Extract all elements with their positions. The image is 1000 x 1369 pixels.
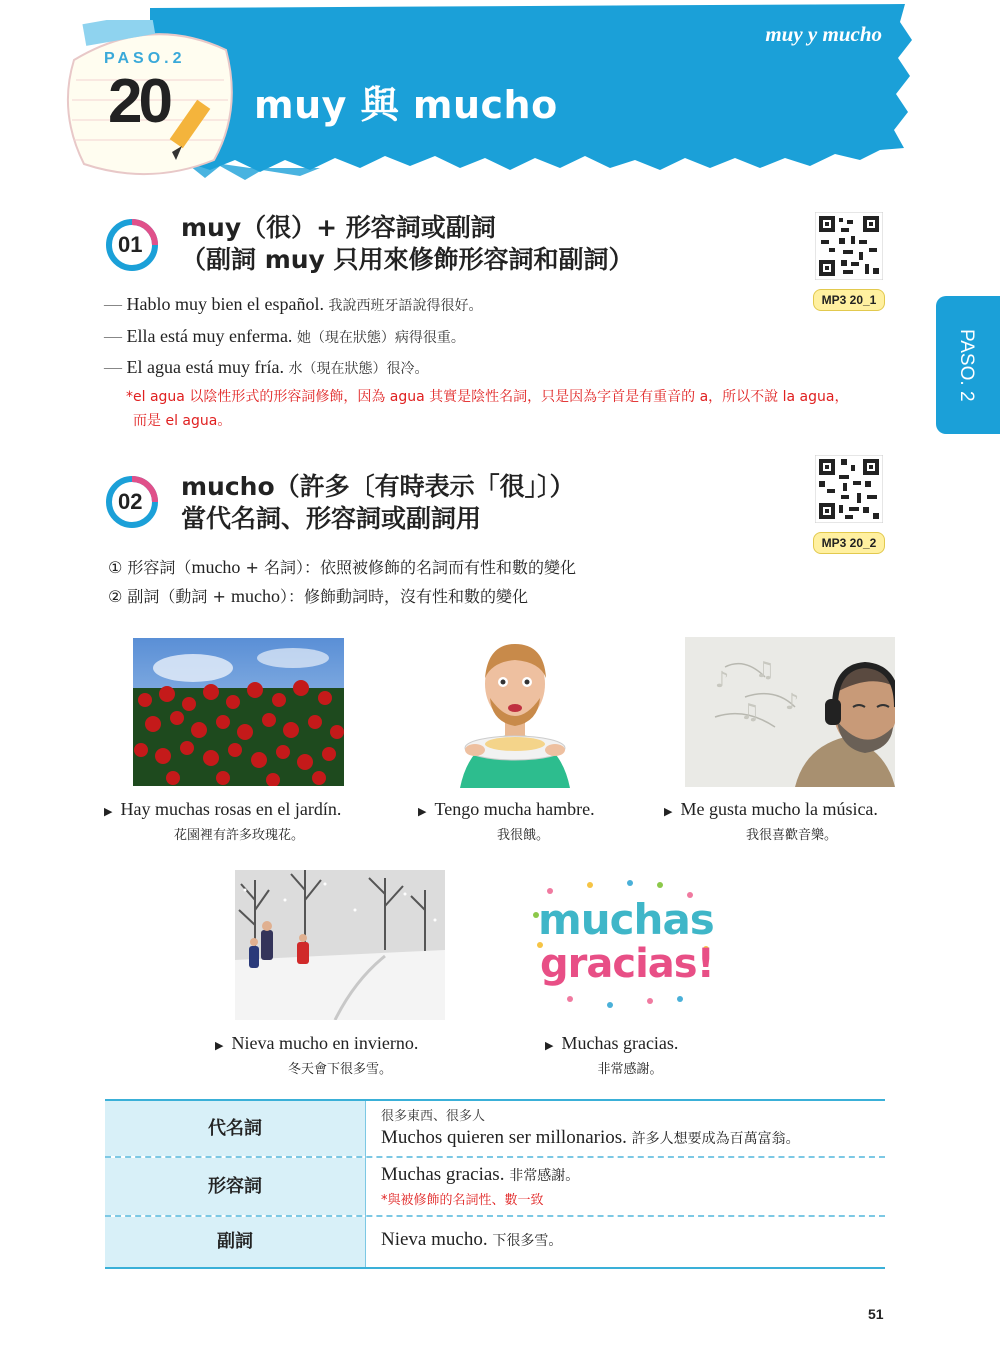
section-subtitle: 當代名詞、形容詞或副詞用 <box>181 504 482 533</box>
photo-caption-translation: 非常感謝。 <box>597 1062 663 1077</box>
photo-caption: ▶ Nieva mucho en invierno. <box>215 1033 419 1053</box>
photo-caption-translation: 花園裡有許多玫瑰花。 <box>173 828 304 843</box>
example-sentence: — Hablo muy bien el español. 我說西班牙語說得很好。 <box>104 294 483 314</box>
roses-photo <box>133 638 344 786</box>
header-kicker: muy y mucho <box>765 22 882 46</box>
svg-text:♪: ♪ <box>715 668 730 693</box>
grammar-note: *el agua 以陰性形式的形容詞修飾，因為 agua 其實是陰性名詞，只是因為字首是有重音的 a，所以不說 la agua， <box>126 389 849 405</box>
page-number: 51 <box>868 1306 884 1322</box>
table-row-header: 副詞 <box>105 1217 365 1267</box>
usage-table <box>105 1099 885 1269</box>
photo-caption: ▶ Me gusta mucho la música. <box>664 799 878 819</box>
row-example: Nieva mucho. 下很多雪。 <box>381 1229 563 1250</box>
usage-rule: ① 形容詞（mucho + 名詞）：依照被修飾的名詞而有性和數的變化 <box>108 557 577 577</box>
usage-rule: ② 副詞（動詞 + mucho）：修飾動詞時，沒有性和數的變化 <box>108 586 529 606</box>
photo-caption-translation: 我很餓。 <box>496 828 549 843</box>
example-sentence: — El agua está muy fría. 水（現在狀態）很冷。 <box>104 357 429 377</box>
section-number: 02 <box>118 489 143 514</box>
photo-caption-translation: 冬天會下很多雪。 <box>287 1062 392 1077</box>
section-number: 01 <box>118 232 143 257</box>
table-row <box>105 1158 885 1215</box>
music-listener-photo <box>685 637 895 787</box>
example-sentence: — Ella está muy enferma. 她（現在狀態）病得很重。 <box>104 326 465 346</box>
svg-text:♫: ♫ <box>740 700 760 725</box>
snowy-street-photo <box>235 870 445 1020</box>
hungry-man-photo <box>440 638 590 788</box>
section-subtitle: （副詞 muy 只用來修飾形容詞和副詞） <box>181 245 634 274</box>
muchas-gracias-graphic <box>530 875 715 1015</box>
photo-caption-translation: 我很喜歡音樂。 <box>745 828 837 843</box>
photo-caption: ▶ Tengo mucha hambre. <box>418 799 595 819</box>
badge-lesson-number: 20 <box>108 67 169 136</box>
section-title: muy（很）+ 形容詞或副詞 <box>181 213 496 242</box>
row-example: Muchos quieren ser millonarios. 許多人想要成為百萬富翁。 <box>381 1127 800 1148</box>
section-title: mucho（許多〔有時表示「很」〕） <box>181 472 575 501</box>
svg-text:♪: ♪ <box>785 690 800 715</box>
graphic-text-line2: gracias! <box>540 941 714 987</box>
mp3-track-label[interactable]: MP3 20_2 <box>813 532 885 554</box>
mp3-track-label[interactable]: MP3 20_1 <box>813 289 885 311</box>
photo-caption: ▶ Muchas gracias. <box>545 1033 679 1053</box>
grammar-note-continued: 而是 el agua。 <box>133 413 232 429</box>
table-row <box>105 1217 885 1267</box>
lesson-title: muy 與 mucho <box>254 83 558 127</box>
row-gloss: 很多東西、很多人 <box>381 1109 486 1124</box>
svg-text:♫: ♫ <box>755 658 775 683</box>
chapter-side-tab-label: PASO. 2 <box>956 328 977 402</box>
qr-code-icon[interactable] <box>815 212 883 280</box>
badge-paso-label: PASO.2 <box>104 50 186 67</box>
qr-code-icon[interactable] <box>815 455 883 523</box>
graphic-text-line1: muchas <box>538 895 714 944</box>
photo-caption: ▶ Hay muchas rosas en el jardín. <box>104 799 342 819</box>
table-row <box>105 1101 885 1156</box>
table-row-header: 代名詞 <box>105 1101 365 1156</box>
row-example: Muchas gracias. 非常感謝。 <box>381 1164 580 1185</box>
table-row-header: 形容詞 <box>105 1158 365 1215</box>
row-note: *與被修飾的名詞性、數一致 <box>381 1193 544 1208</box>
